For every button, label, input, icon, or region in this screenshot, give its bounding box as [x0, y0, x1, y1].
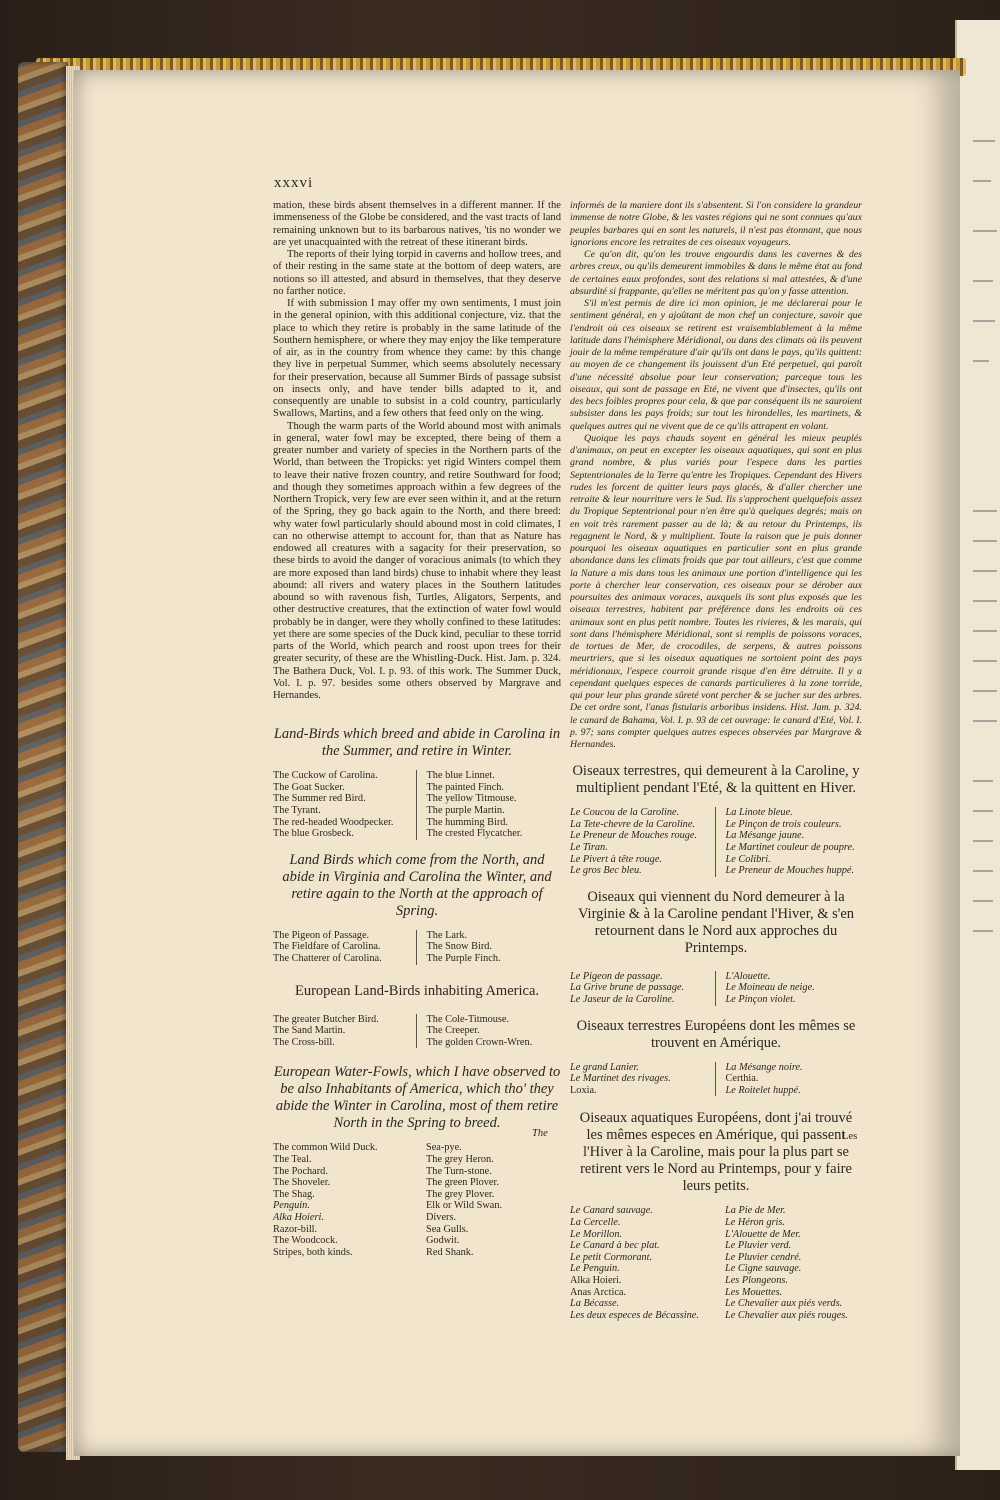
- list-item: Stripes, both kinds.: [273, 1246, 353, 1258]
- list-item: L'Alouette.: [725, 970, 771, 982]
- section-heading: Oiseaux terrestres, qui demeurent à la Caroline, y multiplient pendant l'Eté, & la quittent en Hiver.: [572, 763, 860, 797]
- list-item: The Woodcock.: [273, 1235, 338, 1247]
- list-item: The yellow Titmouse.: [426, 793, 517, 805]
- bird-list: [273, 770, 561, 840]
- list-item: The Pigeon of Passage.: [273, 929, 370, 941]
- list-item: The Sand Martin.: [273, 1025, 346, 1037]
- bird-list: [273, 1142, 561, 1258]
- bird-list-right: [715, 971, 863, 1006]
- french-section: [570, 763, 862, 877]
- bird-list: [570, 807, 862, 877]
- list-item: Le Jaseur de la Caroline.: [570, 994, 675, 1005]
- list-item: Le grand Lanier.: [570, 1061, 639, 1073]
- list-item: Le Chevalier aux piés verds.: [725, 1298, 843, 1310]
- bird-list-left: [273, 770, 416, 840]
- bird-list-right: [715, 807, 863, 877]
- list-item: Divers.: [426, 1211, 457, 1223]
- list-item: Le Pluvier verd.: [725, 1240, 792, 1252]
- list-item: Le Coucou de la Caroline.: [570, 807, 680, 819]
- list-item: Les deux especes de Bécassine.: [570, 1309, 699, 1321]
- bird-list: [570, 1205, 862, 1321]
- list-item: Alka Hoieri.: [273, 1211, 324, 1223]
- list-item: La Mésange noire.: [725, 1061, 803, 1073]
- list-item: The Creeper.: [426, 1025, 480, 1037]
- bird-list: [570, 1062, 862, 1097]
- list-item: The Cuckow of Carolina.: [273, 770, 378, 782]
- list-item: Le Moineau de neige.: [725, 982, 815, 994]
- list-item: Loxia.: [570, 1084, 597, 1096]
- list-item: Le Canard sauvage.: [570, 1205, 653, 1217]
- list-item: Anas Arctica.: [570, 1286, 627, 1298]
- bird-list-left: [273, 1014, 416, 1049]
- list-item: La Bécasse.: [570, 1298, 620, 1310]
- list-item: The Cole-Titmouse.: [426, 1013, 510, 1025]
- section-heading: Land Birds which come from the North, and abide in Virginia and Carolina the Winter, and retire again to the North at the approach of Spring.: [282, 851, 552, 919]
- list-item: Penguin.: [273, 1200, 310, 1212]
- list-item: The golden Crown-Wren.: [426, 1036, 533, 1048]
- list-item: Le Martinet des rivages.: [570, 1073, 671, 1085]
- english-body-text: [273, 200, 561, 702]
- list-item: Les Plongeons.: [725, 1274, 788, 1286]
- english-column: [273, 200, 561, 1258]
- list-item: La Linote bleue.: [725, 807, 793, 819]
- bird-list: [273, 930, 561, 965]
- list-item: The Tyrant.: [273, 805, 321, 817]
- english-section: [273, 983, 561, 1049]
- bird-list-right: [416, 1142, 561, 1258]
- section-heading: Oiseaux aquatiques Européens, dont j'ai trouvé les mêmes especes en Amérique, qui passent l'Hiver à la Caroline, mais pour la plus part se retirent vers le Nord au Printemps, pour y faire leurs petits.: [579, 1110, 853, 1195]
- list-item: The green Plover.: [426, 1177, 499, 1189]
- bird-list-left: [570, 1205, 715, 1321]
- list-item: The blue Linnet.: [426, 770, 495, 782]
- english-paragraph: mation, these birds absent themselves in a different manner. If the immenseness of the Globe be considered, and the vast tracts of land remaining unknown but to its barbarous natives, 'tis no wonder we are yet unacquainted with the retreat of these itinerant birds.: [273, 200, 561, 248]
- bird-list: [570, 971, 862, 1006]
- french-section: [570, 1018, 862, 1097]
- list-item: Le Cigne sauvage.: [725, 1263, 802, 1275]
- list-item: Le Martinet couleur de poupre.: [725, 842, 855, 854]
- list-item: The Purple Finch.: [426, 953, 501, 964]
- list-item: Le Pinçon de trois couleurs.: [725, 818, 842, 830]
- list-item: The Turn-stone.: [426, 1165, 492, 1177]
- list-item: The blue Grosbeck.: [273, 828, 354, 840]
- list-item: Sea Gulls.: [426, 1223, 469, 1235]
- french-paragraph: informés de la maniere dont ils s'absentent. Si l'on considere la grandeur immense de notre Globe, & les vastes régions qui ne sont connues qu'aux peuples barbares qui en sont les naturels, il n'est pas étonnant, que nous ignorions encore les retraites de ces oiseaux voyageurs.: [570, 200, 862, 248]
- list-item: The grey Plover.: [426, 1188, 495, 1200]
- list-item: Le Pigeon de passage.: [570, 970, 663, 982]
- section-heading: Land-Birds which breed and abide in Carolina in the Summer, and retire in Winter.: [273, 726, 561, 760]
- french-section: [570, 889, 862, 1006]
- list-item: Le Tiran.: [570, 842, 608, 854]
- english-paragraph: If with submission I may offer my own sentiments, I must join in the general opinion, with this additional conjecture, viz. that the place to which they retire is probably in the same latitude of the Southern hemisphere, or where they may enjoy the like temperature of air, as in the country from whence they came: by this change they live in perpetual Summer, which seems absolutely necessary for their preservation, because all Summer Birds of passage subsist on insects only, and have tender bills adapted to it, and consequently are unable to subsist in a cold country, particularly Swallows, Martins, and a few others that feed only on the wing.: [273, 298, 561, 420]
- french-column: [570, 200, 862, 1321]
- french-paragraph: S'il m'est permis de dire ici mon opinion, je me déclarerai pour le sentiment général, en y ajoûtant de mon chef un conjecture, savoir que l'endroit où ces oiseaux se retirent est vraisemblablement à la même latitude dans l'hémisphere Méridional, ou dans des climats où ils peuvent jouir de la même température d'air qu'ils ont dans le pays, qu'ils quittent: au moyen de ce changement ils jouissent d'un Eté perpetuel, qui paroît d'une nécessité absolue pour leur conservation; parceque tous les oiseaux, qui sont de passage en Eté, ne vivent que d'insectes, qu'ils ont des becs foibles propres pour cela, & que par conséquent ils ne sauroient subsister dans les pays froids; sur tout les hirondelles, les martinets, & quelques autres qui ne vivent que de ce qu'ils attrapent en volant.: [570, 298, 862, 432]
- list-item: La Pie de Mer.: [725, 1205, 786, 1217]
- english-section: [273, 852, 561, 965]
- adjacent-page-edge: [955, 20, 1000, 1470]
- list-item: Le Preneur de Mouches rouge.: [570, 830, 698, 842]
- list-item: The Chatterer of Carolina.: [273, 953, 382, 964]
- english-paragraph: Though the warm parts of the World abound most with animals in general, water fowl may be excepted, there being of them a greater number and variety of species in the Northern parts of the World, than between the Tropicks: yet rigid Winters compel them to leave their native frozen country, and retire Southward for food; and though they sometimes approach within a few degrees of the Northern Tropick, very few are ever seen within it, and at the return of the Spring, they go back again to the North, and there breed: why water fowl particularly should abound most in cold climates, I can no otherwise attempt to account for, than that as Nature has endowed all creatures with a sagacity for their preservation, so these birds to avoid the danger of voracious animals (to which they are more exposed than land birds) chuse to inhabit where they least abound: all rivers and watery places in the Southern latitudes abound so with ravenous fish, Turtles, Aligators, Serpents, and other destructive creatures, that the extinction of water fowl would probably be in danger, were they wholly confined to these latitudes: yet there are some species of the Duck kind, peculiar to these torrid parts of the World, which pearch and roost upon trees for their greater security, of these are the Whistling-Duck. Hist. Jam. p. 324. The Bathera Duck, Vol. I. p. 93. of this work. The Summer Duck, Vol. I. p. 97. besides some others observed by Margrave and Hernandes.: [273, 420, 561, 701]
- list-item: The crested Flycatcher.: [426, 828, 523, 840]
- english-section: [273, 1064, 561, 1258]
- bird-list-right: [715, 1205, 862, 1321]
- list-item: The painted Finch.: [426, 781, 504, 793]
- list-item: The greater Butcher Bird.: [273, 1013, 379, 1025]
- list-item: Le Pluvier cendré.: [725, 1251, 802, 1263]
- bird-list-right: [416, 930, 562, 965]
- section-heading: Oiseaux terrestres Européens dont les mêmes se trouvent en Amérique.: [576, 1017, 856, 1051]
- list-item: The purple Martin.: [426, 805, 505, 817]
- list-item: Le Héron gris.: [725, 1216, 785, 1228]
- catchword-french: Les: [842, 1131, 858, 1142]
- list-item: The Snow Bird.: [426, 941, 492, 953]
- list-item: La Grive brune de passage.: [570, 982, 685, 994]
- list-item: The common Wild Duck.: [273, 1142, 378, 1154]
- list-item: The red-headed Woodpecker.: [273, 816, 394, 828]
- list-item: Red Shank.: [426, 1246, 474, 1258]
- list-item: The Fieldfare of Carolina.: [273, 941, 381, 953]
- bird-list: [273, 1014, 561, 1049]
- list-item: Le Pivert à tête rouge.: [570, 853, 662, 865]
- list-item: La Tete-chevre de la Caroline.: [570, 818, 695, 830]
- list-item: The Shoveler.: [273, 1177, 331, 1189]
- list-item: Le Preneur de Mouches huppé.: [725, 865, 855, 877]
- english-paragraph: The reports of their lying torpid in caverns and hollow trees, and of their resting in the same state at the bottom of deep waters, are notions so ill attested, and absurd in themselves, that they deserve no farther notice.: [273, 249, 561, 297]
- list-item: The humming Bird.: [426, 816, 509, 828]
- bird-list-left: [570, 807, 715, 877]
- list-item: Le Canard à bec plat.: [570, 1240, 660, 1252]
- list-item: The Lark.: [426, 929, 468, 941]
- list-item: Le Penguin.: [570, 1263, 620, 1275]
- bird-list-right: [715, 1062, 863, 1097]
- list-item: La Mésange jaune.: [725, 830, 805, 842]
- bird-list-left: [273, 1142, 416, 1258]
- bird-list-left: [273, 930, 416, 965]
- bird-list-left: [570, 1062, 715, 1097]
- page-number: xxxvi: [274, 175, 314, 191]
- list-item: Le Colibri.: [725, 853, 771, 865]
- list-item: Razor-bill.: [273, 1223, 318, 1235]
- list-item: Certhia.: [725, 1073, 759, 1085]
- list-item: The Pochard.: [273, 1165, 328, 1177]
- list-item: Alka Hoieri.: [570, 1274, 622, 1286]
- list-item: The Shag.: [273, 1188, 315, 1200]
- section-heading: European Land-Birds inhabiting America.: [294, 982, 539, 999]
- list-item: Les Mouettes.: [725, 1286, 783, 1298]
- list-item: The Goat Sucker.: [273, 781, 345, 793]
- list-item: The Summer red Bird.: [273, 793, 366, 805]
- list-item: Le Pinçon violet.: [725, 994, 796, 1005]
- list-item: L'Alouette de Mer.: [725, 1228, 801, 1240]
- section-heading: European Water-Fowls, which I have observed to be also Inhabitants of America, which tho' they abide the Winter in Carolina, most of them retire North in the Spring to breed.: [273, 1064, 561, 1132]
- list-item: The Cross-bill.: [273, 1036, 335, 1048]
- list-item: Le Roitelet huppé.: [725, 1084, 801, 1096]
- french-section: [570, 1110, 862, 1321]
- english-section: [273, 726, 561, 840]
- bird-list-right: [416, 770, 562, 840]
- marbled-book-edge: [18, 62, 68, 1452]
- bird-list-right: [416, 1014, 562, 1049]
- french-paragraph: Ce qu'on dit, qu'on les trouve engourdis dans les cavernes & des arbres creux, ou qu'ils demeurent immobiles & dans le même état au fond de certaines eaux profondes, sont des relations si mal attestées, & d'une absurdité si frappante, qu'elles ne méritent pas qu'on y fasse attention.: [570, 249, 862, 297]
- list-item: Le gros Bec bleu.: [570, 865, 642, 877]
- list-item: Elk or Wild Swan.: [426, 1200, 503, 1212]
- list-item: Le Chevalier aux piés rouges.: [725, 1309, 848, 1321]
- bird-list-left: [570, 971, 715, 1006]
- french-paragraph: Quoique les pays chauds soyent en général les mieux peuplés d'animaux, on peut en excepter les oiseaux aquatiques, qui sont en plus grand nombre, & plus variés pour l'espece dans les parties Septentrionales de la Terre qu'entre les Tropiques. Cependant des Hivers rudes les forcent de quitter leurs pays glacés, & d'aller chercher une retraite & leur nourriture vers le Sud. Ils s'approchent quelquefois assez du Tropique Septentrional pour n'en être qu'à quelques degrés; mais on en voit très rarement passer au de là; & au retour du Printemps, ils regagnent le Nord, & y multiplient. Toute la raison que je puis donner pourquoi les oiseaux aquatiques en particulier sont en plus grande abondance dans les climats froids que par tout ailleurs, c'est que comme la Nature a mis dans tous les animaux une portion d'intelligence qui les porte à chercher leur conservation, ces oiseaux pour se dérober aux poursuites des animaux voraces, auxquels ils sont plus exposés que les oiseaux terrestres, habitent par préférence dans les endroits où ces animaux sont en plus petit nombre. Toutes les rivieres, & les marais, qui sont dans l'hémisphere Méridional, sont si remplis de poissons voraces, de tortues de Mer, de crocodiles, de serpens, & autres poissons meurtriers, que si les oiseaux aquatiques ne sortoient point des pays méridionaux, l'espece courroit grande risque d'en être détruite. Il y a cependant quelques especes de canards particulieres à la zone torride, qui pour leur plus grande sûreté vont percher & se jucher sur des arbres. De cet ordre sont, l'anas fistularis arboribus insidens. Hist. Jam. p. 324. le canard de Bahama, Vol. I. p. 93 de cet ouvrage: le canard d'Eté, Vol. I. p. 97; sans compter quelques autres especes observées par Margrave & Hernandes.: [570, 432, 862, 750]
- list-item: Sea-pye.: [426, 1142, 462, 1154]
- list-item: Godwit.: [426, 1235, 460, 1247]
- section-heading: Oiseaux qui viennent du Nord demeurer à la Virginie & à la Caroline pendant l'Hiver, & s'en retournent dans le Nord aux approches du Printemps.: [577, 888, 855, 956]
- list-item: La Cercelle.: [570, 1216, 621, 1228]
- list-item: The Teal.: [273, 1153, 312, 1165]
- list-item: Le Morillon.: [570, 1228, 623, 1240]
- catchword-english: The: [532, 1128, 548, 1139]
- list-item: The grey Heron.: [426, 1153, 494, 1165]
- list-item: Le petit Cormorant.: [570, 1251, 653, 1263]
- french-body-text: [570, 200, 862, 751]
